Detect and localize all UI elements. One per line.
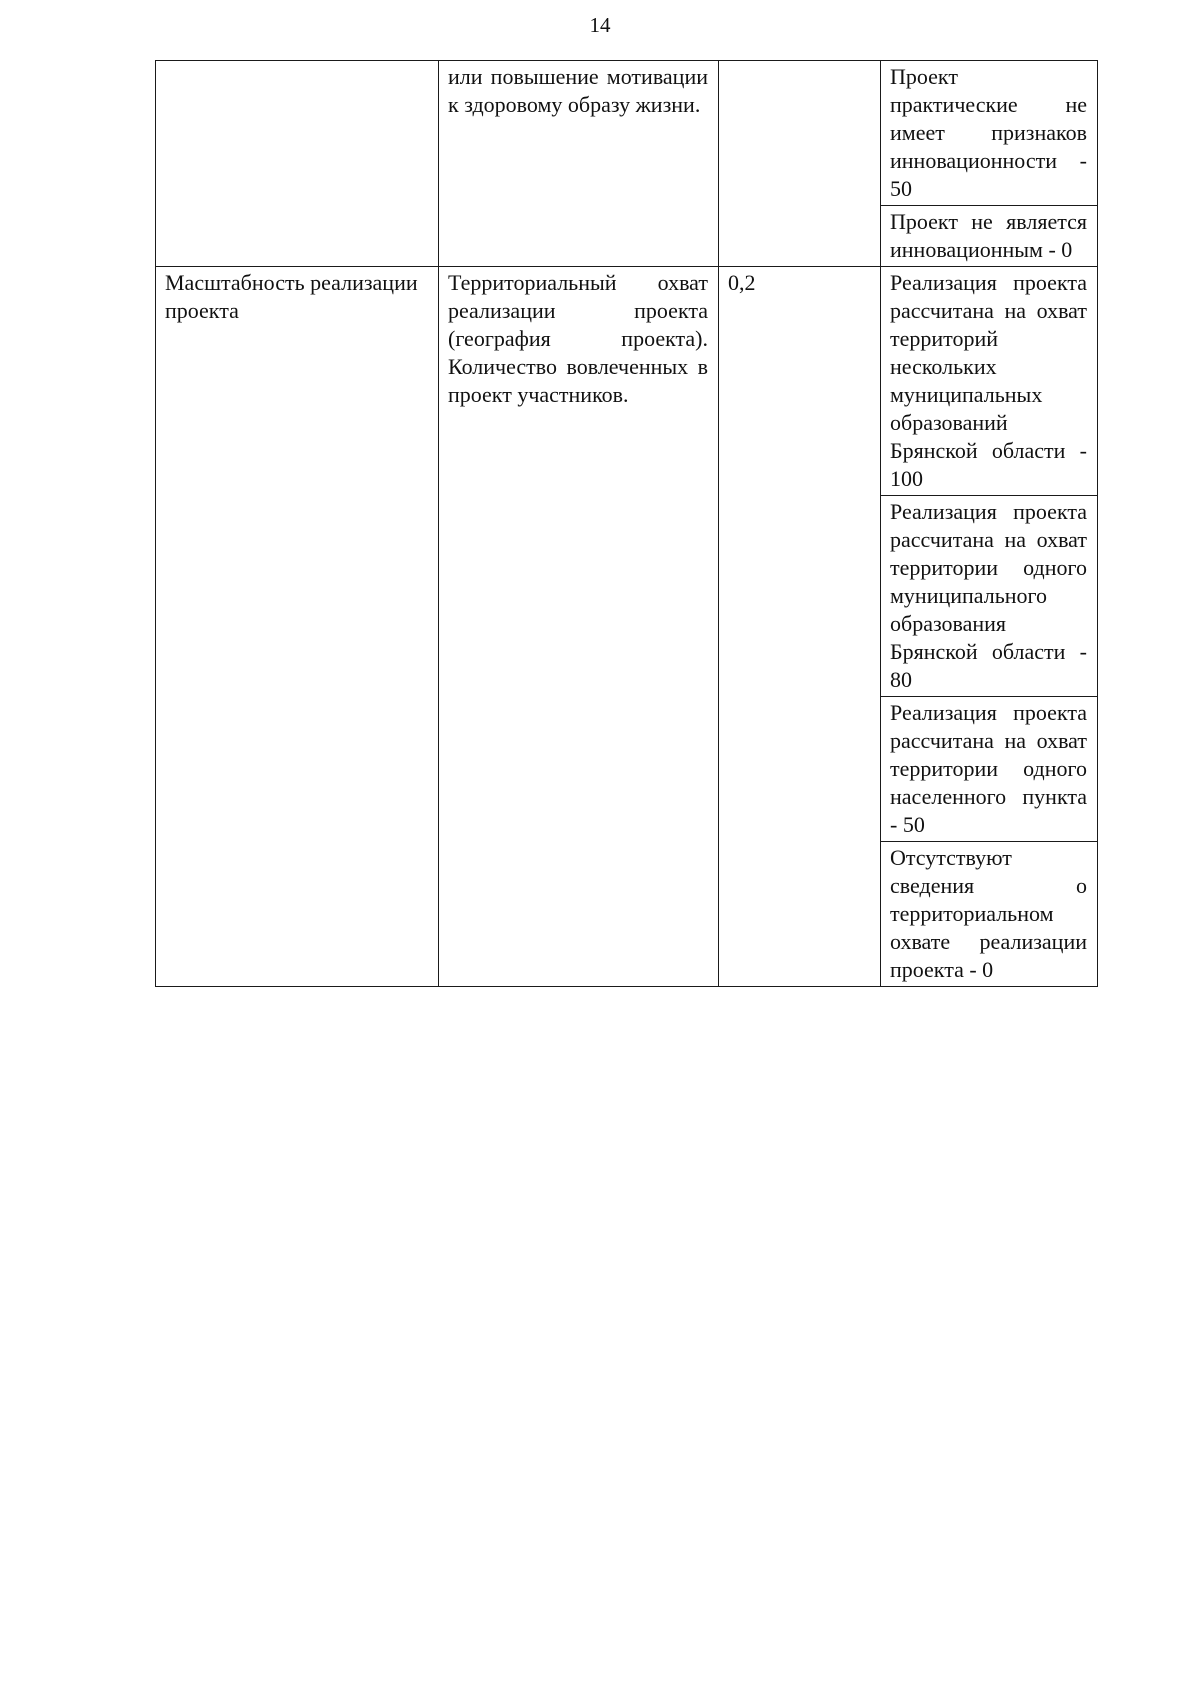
indicator-text: Территориальный охват реализации проекта (география проекта). Количество вовлеченных в проект участников. (448, 270, 708, 407)
score-cell (881, 697, 1098, 842)
score-cell (881, 842, 1098, 987)
weight-cell (719, 61, 881, 267)
score-text: Реализация проекта рассчитана на охват территории одного населенного пункта - 50 (890, 700, 1087, 837)
score-cell (881, 496, 1098, 697)
score-text: Реализация проекта рассчитана на охват территорий нескольких муниципальных образований Брянской области - 100 (890, 270, 1087, 491)
criteria-table (155, 60, 1098, 987)
score-cell (881, 61, 1098, 206)
score-text: Проект не является инновационным - 0 (890, 209, 1087, 262)
criterion-cell (156, 61, 439, 267)
weight-cell (719, 267, 881, 987)
score-text: Реализация проекта рассчитана на охват территории одного муниципального образования Брянской области - 80 (890, 499, 1087, 692)
indicator-cell (439, 61, 719, 267)
criterion-cell (156, 267, 439, 987)
weight-value: 0,2 (728, 270, 756, 295)
indicator-cell (439, 267, 719, 987)
table-row (156, 61, 1098, 206)
indicator-text: или повышение мотивации к здоровому образу жизни. (448, 64, 708, 117)
page-number: 14 (589, 13, 611, 37)
score-cell (881, 206, 1098, 267)
score-cell (881, 267, 1098, 496)
score-text: Отсутствуют сведения о территориальном охвате реализации проекта - 0 (890, 845, 1087, 982)
table-row (156, 267, 1098, 496)
score-text: Проект практические не имеет признаков инновационности - 50 (890, 64, 1087, 201)
criterion-text: Масштабность реализации проекта (165, 270, 418, 323)
